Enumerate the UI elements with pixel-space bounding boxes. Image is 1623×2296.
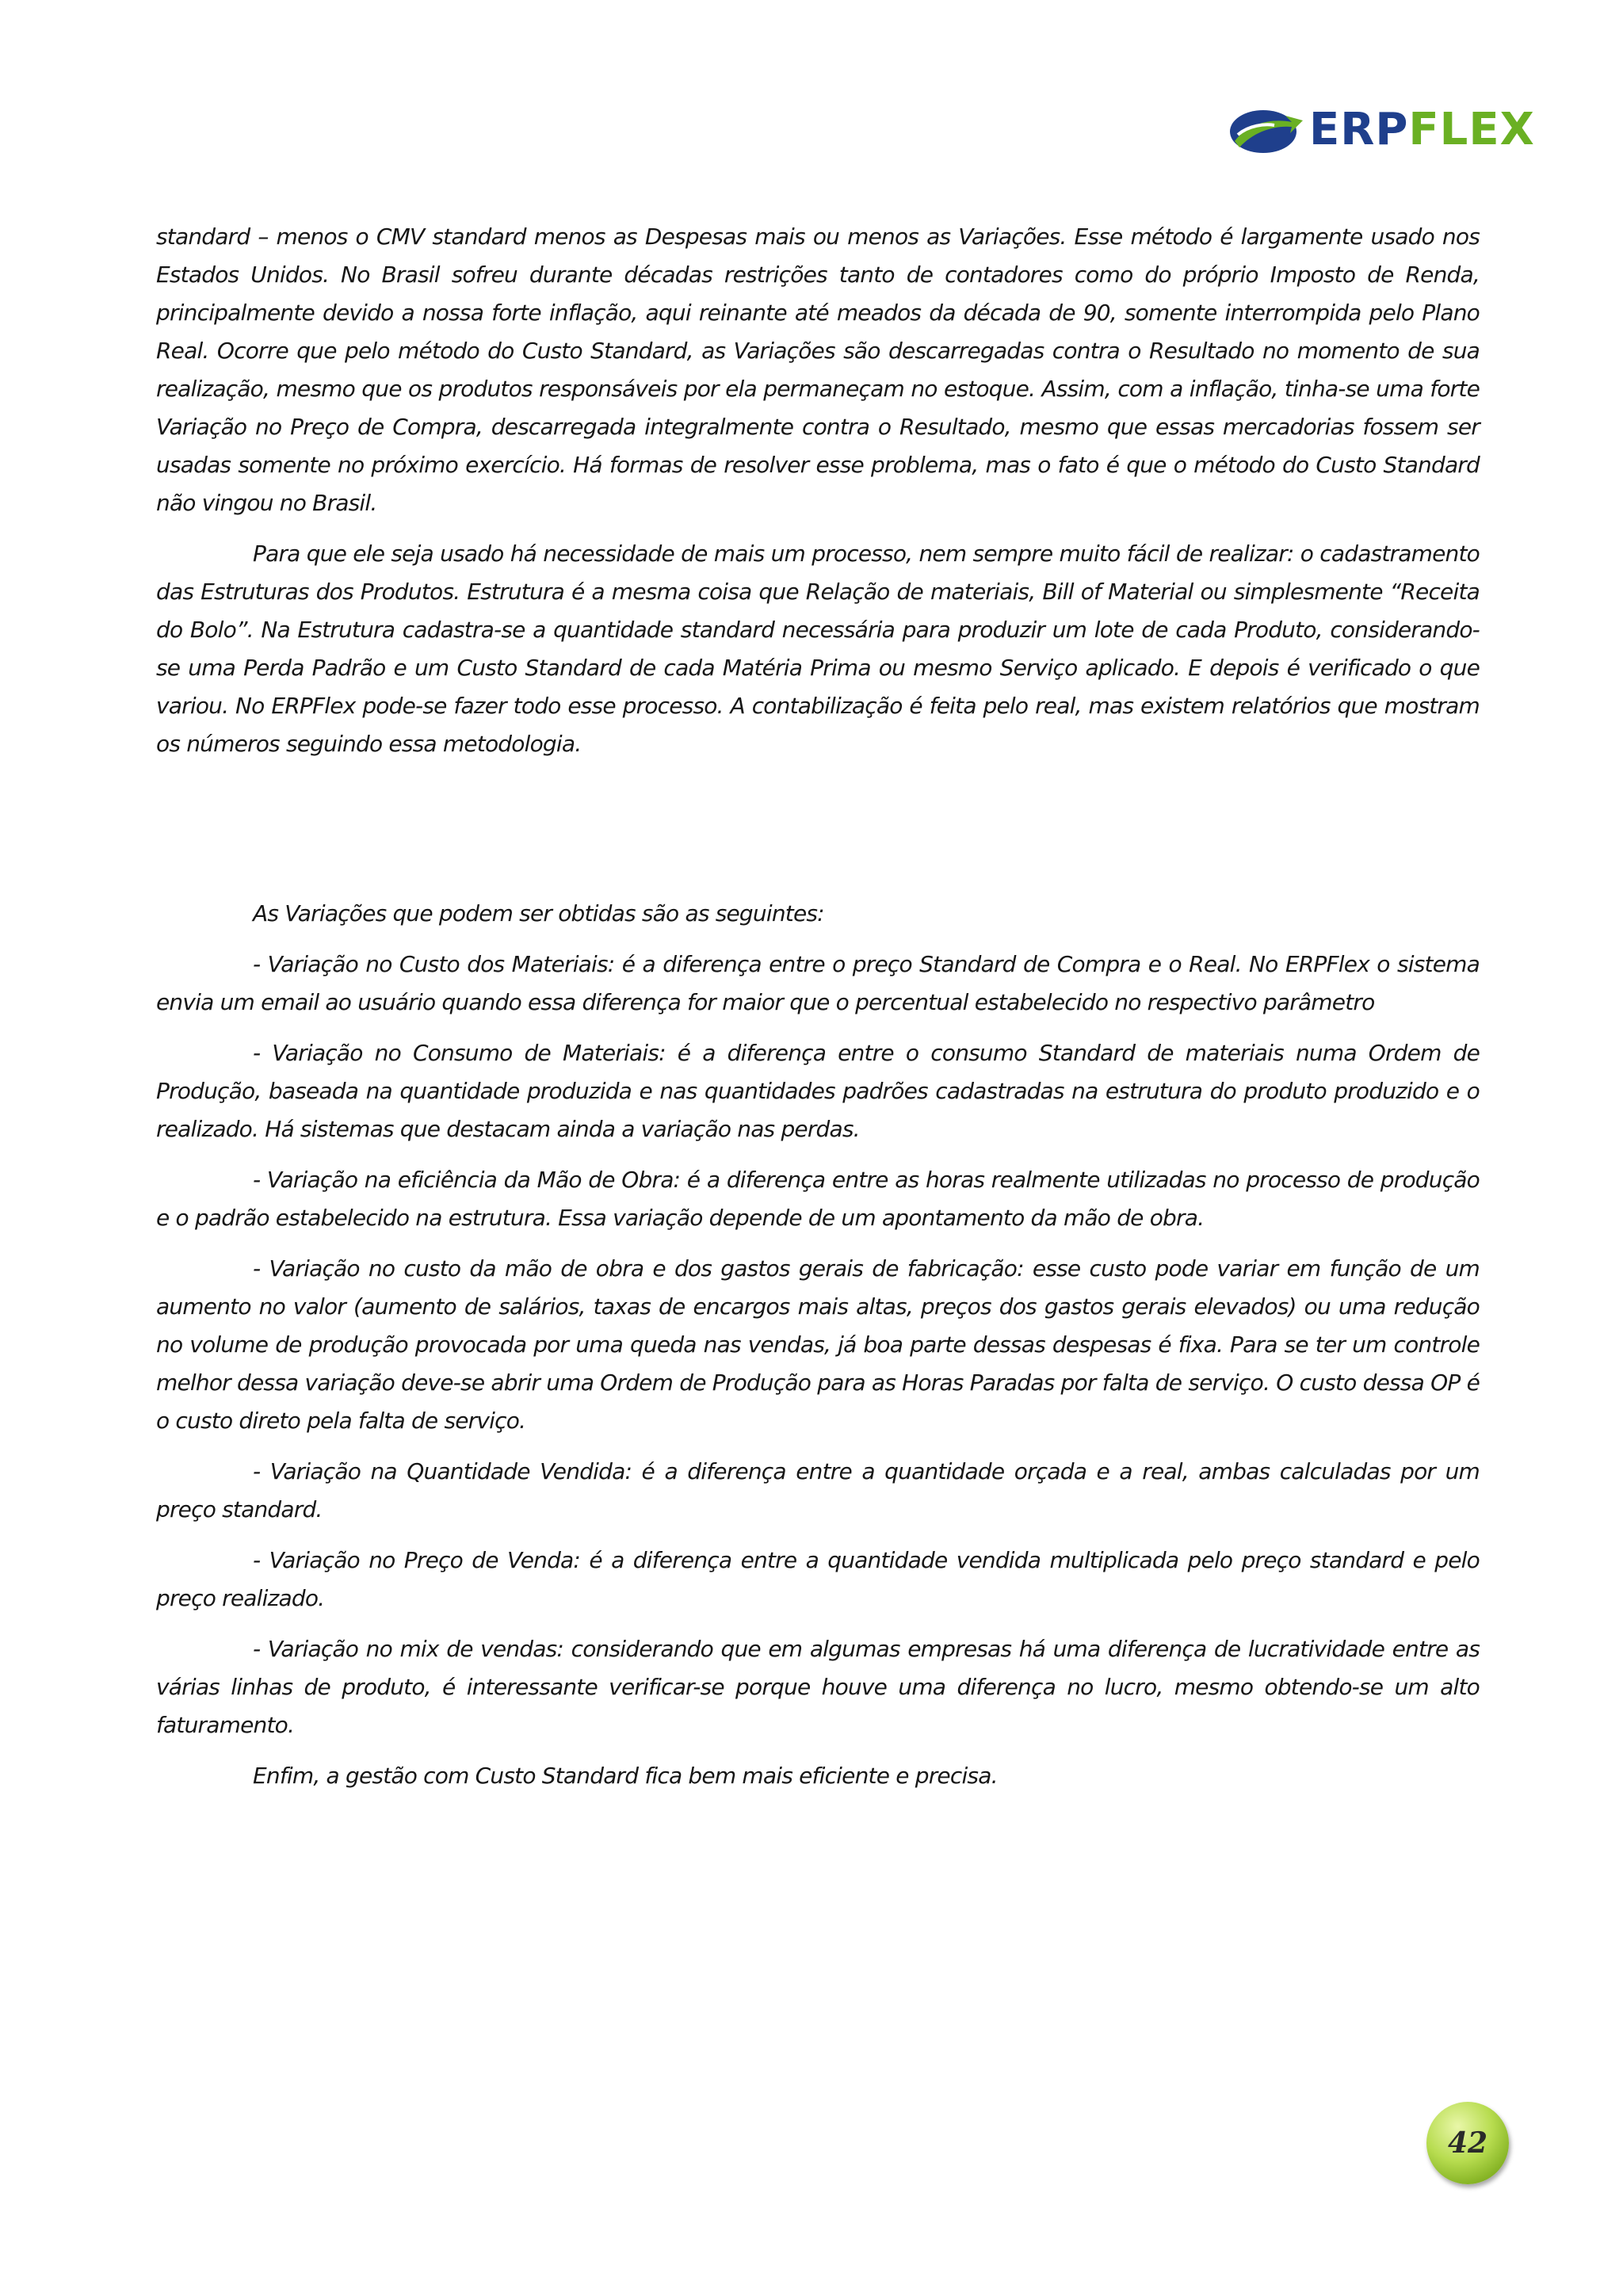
erpflex-logo bbox=[1227, 101, 1535, 159]
paragraph-variation-material-consumption: - Variação no Consumo de Materiais: é a diferença entre o consumo Standard de materiais numa Ordem de Produção, baseada na quantidade produzida e nas quantidades padrões cadastradas na estrutura do produto produzido e o realizado. Há sistemas que destacam ainda a variação nas perdas. bbox=[156, 1040, 1480, 1142]
paragraph-variation-sales-mix: - Variação no mix de vendas: considerando que em algumas empresas há uma diferença de lucratividade entre as várias linhas de produto, é interessante verificar-se porque houve uma diferença no lucro, mesmo obtendo-se um alto faturamento. bbox=[156, 1636, 1480, 1738]
paragraph-product-structure: Para que ele seja usado há necessidade de mais um processo, nem sempre muito fácil de realizar: o cadastramento das Estruturas dos Produtos. Estrutura é a mesma coisa que Relação de materiais, Bill of Material ou simplesmente “Receita do Bolo”. Na Estrutura cadastra-se a quantidade standard necessária para produzir um lote de cada Produto, considerando-se uma Perda Padrão e um Custo Standard de cada Matéria Prima ou mesmo Serviço aplicado. E depois é verificado o que variou. No ERPFlex pode-se fazer todo esse processo. A contabilização é feita pelo real, mas existem relatórios que mostram os números seguindo essa metodologia. bbox=[156, 541, 1480, 757]
logo-text-erp: ERP bbox=[1309, 104, 1409, 155]
paragraph-variation-labor-efficiency: - Variação na eficiência da Mão de Obra: é a diferença entre as horas realmente utilizadas no processo de produção e o padrão estabelecido na estrutura. Essa variação depende de um apontamento da mão de obra. bbox=[156, 1167, 1480, 1231]
paragraph-variation-labor-overhead-cost: - Variação no custo da mão de obra e dos gastos gerais de fabricação: esse custo pode variar em função de um aumento no valor (aumento de salários, taxas de encargos mais altas, preços dos gastos gerais elevados) ou uma redução no volume de produção provocada por uma queda nas vendas, já boa parte dessas despesas é fixa. Para se ter um controle melhor dessa variação deve-se abrir uma Ordem de Produção para as Horas Paradas por falta de serviço. O custo dessa OP é o custo direto pela falta de serviço. bbox=[156, 1255, 1480, 1434]
erpflex-logo-text bbox=[1309, 104, 1535, 155]
paragraph-standard-method: standard – menos o CMV standard menos as Despesas mais ou menos as Variações. Esse método é largamente usado nos Estados Unidos. No Brasil sofreu durante décadas restrições tanto de contadores como do próprio Imposto de Renda, principalmente devido a nossa forte inflação, aqui reinante até meados da década de 90, somente interrompida pelo Plano Real. Ocorre que pelo método do Custo Standard, as Variações são descarregadas contra o Resultado no momento de sua realização, mesmo que os produtos responsáveis por ela permaneçam no estoque. Assim, com a inflação, tinha-se uma forte Variação no Preço de Compra, descarregada integralmente contra o Resultado, mesmo que essas mercadorias fossem ser usadas somente no próximo exercício. Há formas de resolver esse problema, mas o fato é que o método do Custo Standard não vingou no Brasil. bbox=[156, 223, 1480, 516]
body-text bbox=[156, 218, 1480, 1808]
erpflex-swoosh-icon bbox=[1227, 101, 1304, 159]
paragraph-variation-material-cost: - Variação no Custo dos Materiais: é a diferença entre o preço Standard de Compra e o Real. No ERPFlex o sistema envia um email ao usuário quando essa diferença for maior que o percentual estabelecido no respectivo parâmetro bbox=[156, 951, 1480, 1015]
page-number-badge: 42 bbox=[1426, 2102, 1509, 2184]
paragraph-variations-intro: As Variações que podem ser obtidas são as seguintes: bbox=[253, 900, 824, 926]
paragraph-variation-sale-price: - Variação no Preço de Venda: é a diferença entre a quantidade vendida multiplicada pelo preço standard e pelo preço realizado. bbox=[156, 1547, 1480, 1611]
paragraph-conclusion: Enfim, a gestão com Custo Standard fica bem mais eficiente e precisa. bbox=[253, 1763, 998, 1789]
paragraph-spacer bbox=[156, 776, 1480, 895]
paragraph-variation-quantity-sold: - Variação na Quantidade Vendida: é a diferença entre a quantidade orçada e a real, ambas calculadas por um preço standard. bbox=[156, 1458, 1480, 1522]
logo-text-flex: FLEX bbox=[1408, 104, 1535, 155]
